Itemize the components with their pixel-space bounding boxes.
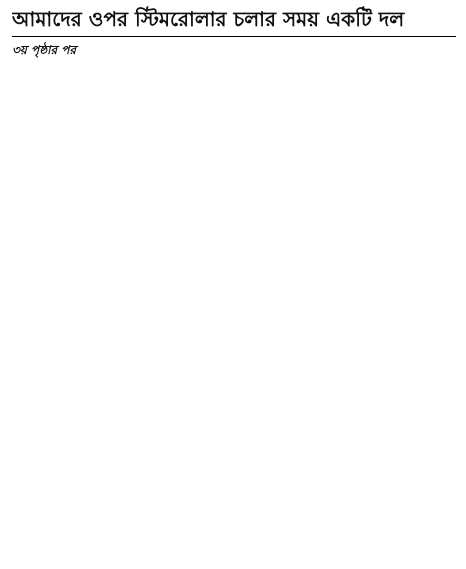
continued-from-label: ৩য় পৃষ্ঠার পর bbox=[12, 43, 77, 57]
article-headline: আমাদের ওপর স্টিমরোলার চলার সময় একটি দল bbox=[12, 7, 405, 31]
headline-divider bbox=[12, 36, 456, 37]
